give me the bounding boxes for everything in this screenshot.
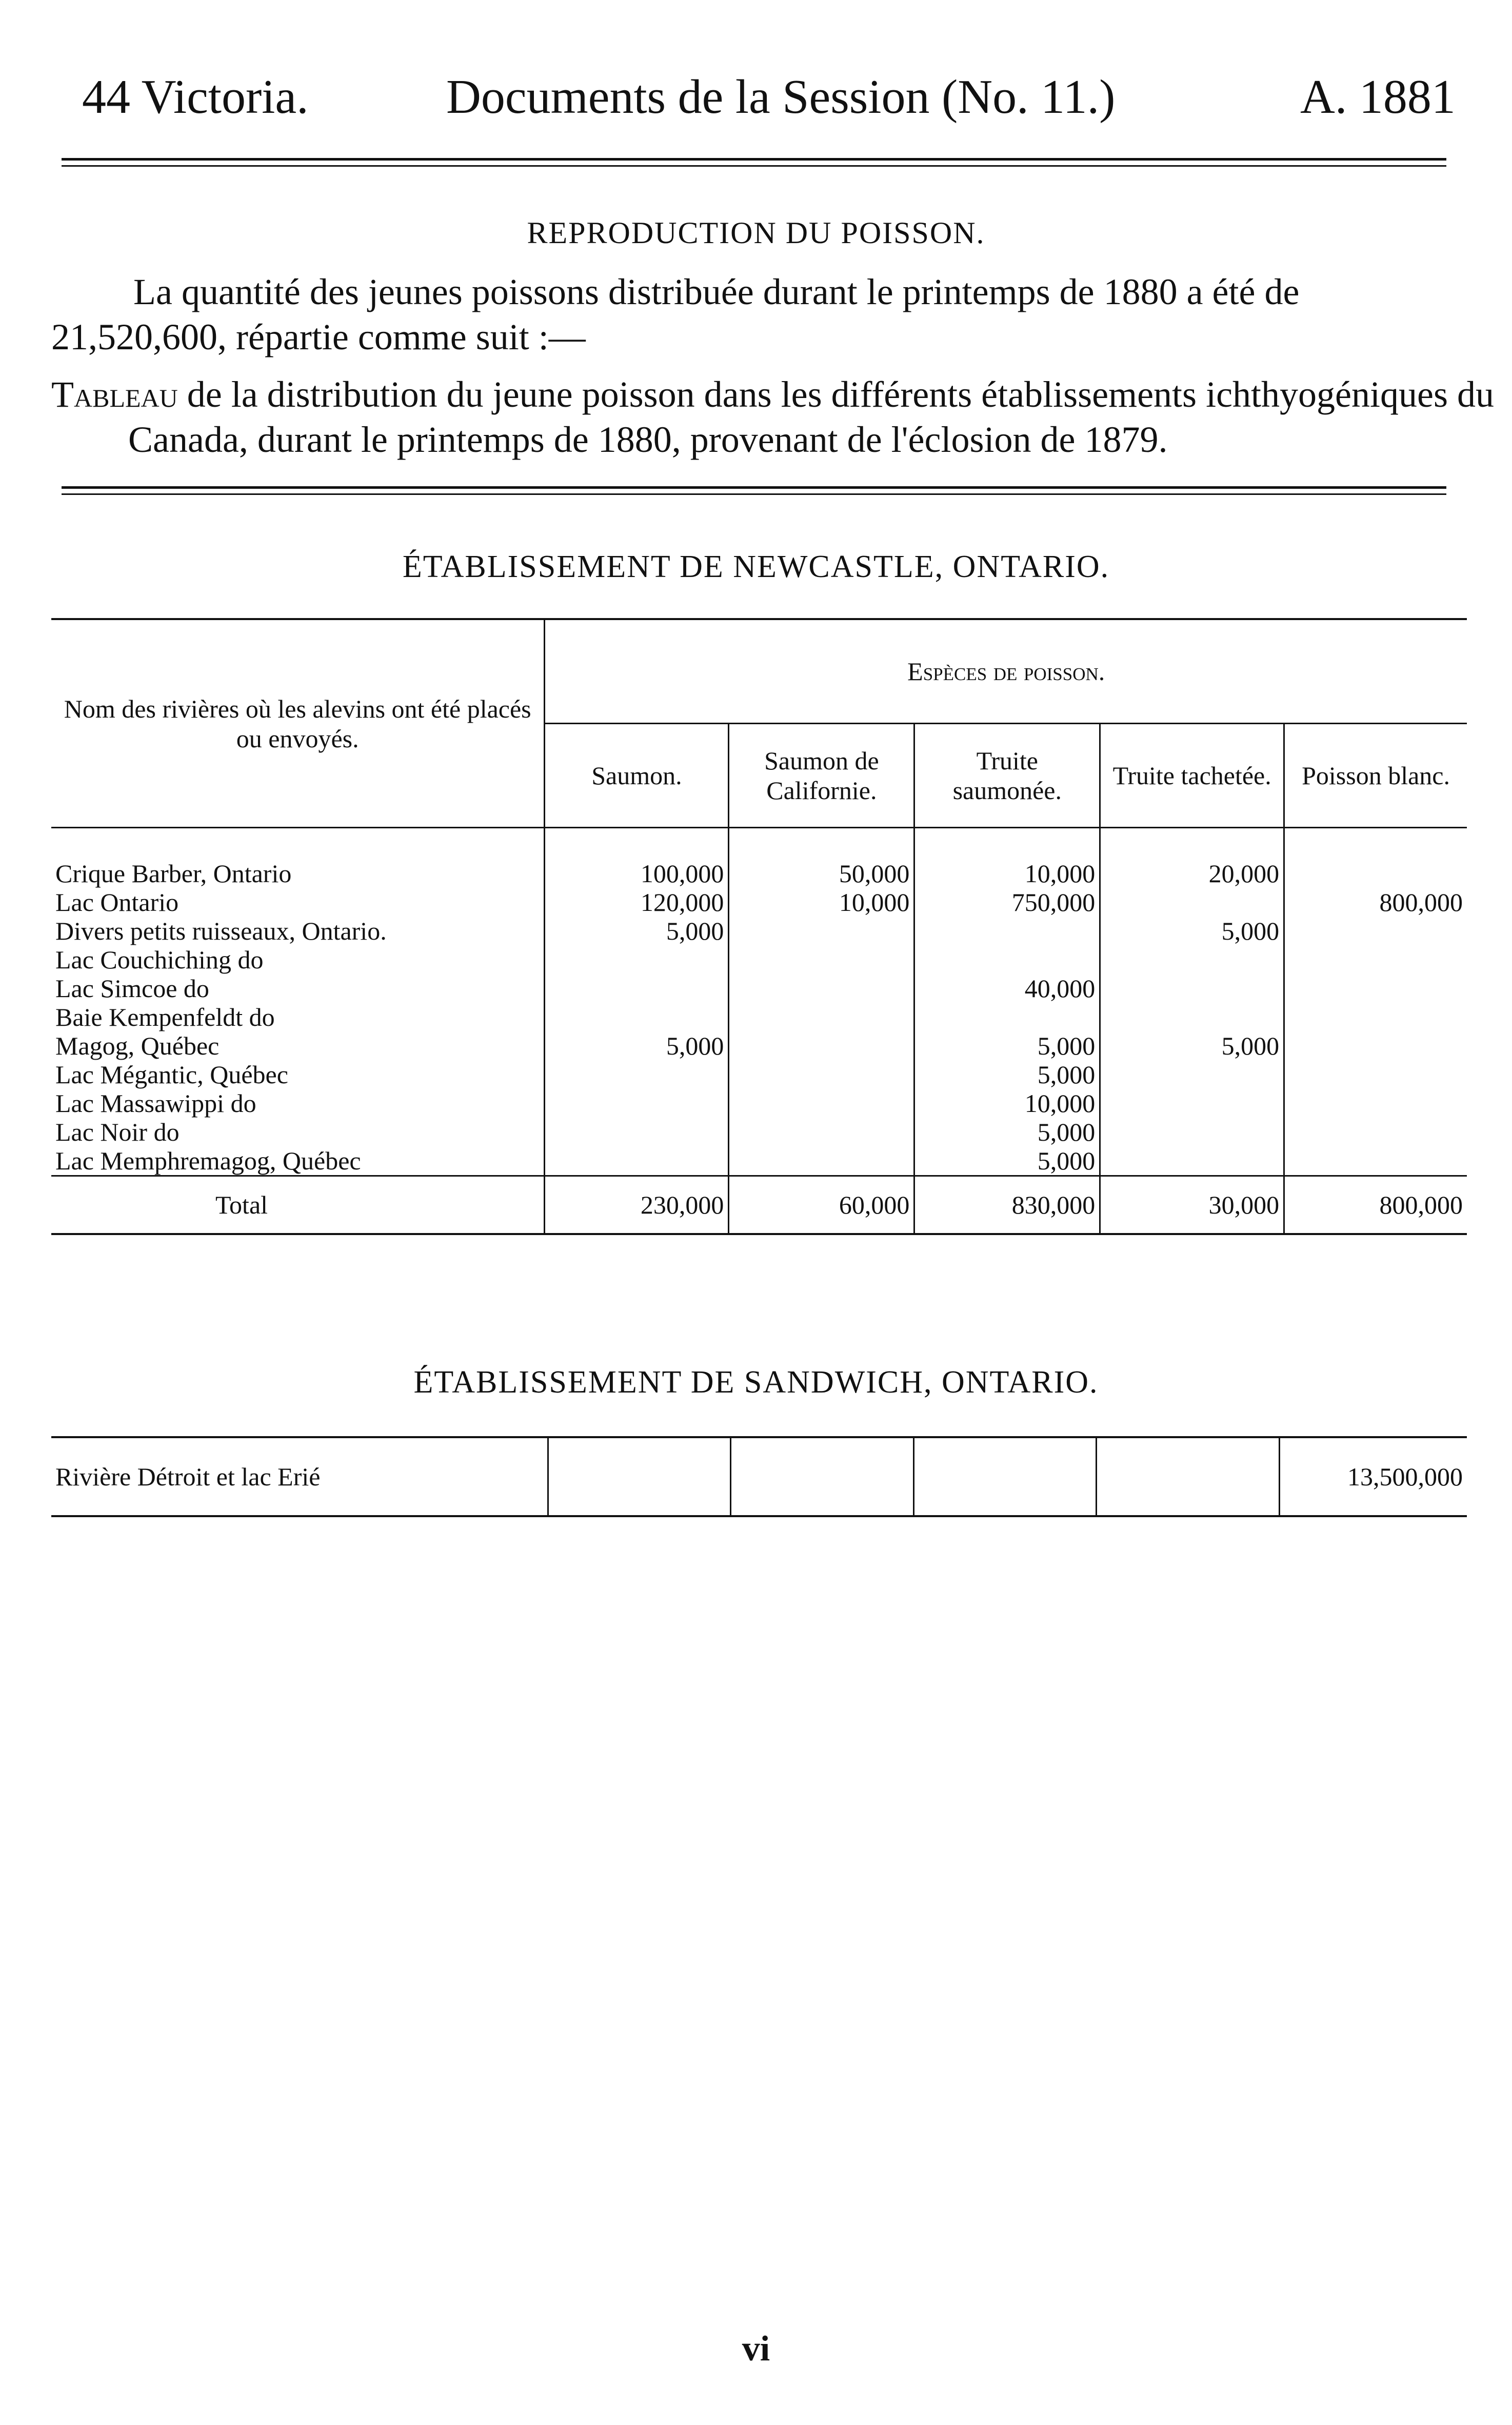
cell: [731, 1437, 914, 1516]
cell: [1284, 1089, 1467, 1118]
cell: [545, 1146, 729, 1176]
cell: 800,000: [1284, 888, 1467, 917]
cell: [545, 1118, 729, 1146]
table-row: [51, 1060, 1467, 1089]
cell: [1284, 1146, 1467, 1176]
cell: [1100, 974, 1284, 1003]
cell: [729, 1118, 914, 1146]
cell: [1284, 945, 1467, 974]
table-caption-text: de la distribution du jeune poisson dans les différents établissements ichthyogéniques du Canada, durant le printemps de 1880, provenant de l'éclosion de 1879.: [128, 374, 1494, 460]
cell: [729, 1089, 914, 1118]
cell: 10,000: [729, 888, 914, 917]
newcastle-title: ÉTABLISSEMENT DE NEWCASTLE, ONTARIO.: [402, 549, 1110, 584]
cell: 100,000: [545, 859, 729, 888]
cell: 50,000: [729, 859, 914, 888]
total-cell: 830,000: [914, 1176, 1100, 1235]
cell: [1100, 1003, 1284, 1031]
cell: [1284, 1118, 1467, 1146]
cell: 5,000: [914, 1118, 1100, 1146]
total-cell: 60,000: [729, 1176, 914, 1235]
row-name: Divers petits ruisseaux, Ontario.: [55, 917, 387, 945]
sandwich-title: ÉTABLISSEMENT DE SANDWICH, ONTARIO.: [413, 1365, 1099, 1400]
cell: 5,000: [545, 1031, 729, 1060]
cell: [729, 1146, 914, 1176]
col-truite-tachetee: Truite tachetée.: [1100, 724, 1284, 828]
row-name: Lac Noir do: [55, 1118, 180, 1146]
cell: 5,000: [914, 1146, 1100, 1176]
cell: [1097, 1437, 1280, 1516]
name-header: Nom des rivières où les alevins ont été placés ou envoyés.: [64, 694, 531, 753]
table-row: [51, 1146, 1467, 1176]
cell: 20,000: [1100, 859, 1284, 888]
caption-rule-2: [62, 493, 1446, 495]
intro-paragraph: La quantité des jeunes poissons distribuée durant le printemps de 1880 a été de 21,520,600, répartie comme suit :—: [51, 271, 1300, 357]
total-row: [51, 1176, 1467, 1235]
table-row: [51, 974, 1467, 1003]
cell: [1100, 1118, 1284, 1146]
species-header-row: [51, 619, 1467, 724]
header-right: A. 1881: [1300, 70, 1456, 124]
cell: [729, 917, 914, 945]
header-rule: [62, 158, 1446, 161]
table-row: [51, 1118, 1467, 1146]
table-row: [51, 1003, 1467, 1031]
cell: [729, 974, 914, 1003]
cell: [729, 1031, 914, 1060]
cell: [1284, 1003, 1467, 1031]
cell: [548, 1437, 731, 1516]
cell: [1284, 1031, 1467, 1060]
cell: 5,000: [914, 1060, 1100, 1089]
row-name: Lac Ontario: [55, 888, 179, 917]
cell: [545, 945, 729, 974]
cell: [1284, 917, 1467, 945]
cell: [1284, 1060, 1467, 1089]
table-row: [51, 888, 1467, 917]
header-center: Documents de la Session (No. 11.): [446, 70, 1116, 124]
cell: [1100, 945, 1284, 974]
cell: [914, 945, 1100, 974]
row-name: Lac Simcoe do: [55, 974, 209, 1003]
cell: [1100, 1089, 1284, 1118]
total-cell: 800,000: [1284, 1176, 1467, 1235]
cell: 5,000: [914, 1031, 1100, 1060]
page-number: vi: [742, 2329, 770, 2369]
header-left: 44 Victoria.: [82, 70, 309, 124]
col-saumon-californie: Saumon de Californie.: [729, 724, 914, 828]
table-row: [51, 1437, 1467, 1516]
cell: [914, 917, 1100, 945]
col-truite-saumonee: Truite saumonée.: [914, 724, 1100, 828]
cell: [1284, 974, 1467, 1003]
row-name: Baie Kempenfeldt do: [55, 1003, 275, 1031]
table-row: [51, 1089, 1467, 1118]
table-row: [51, 917, 1467, 945]
table-row: [51, 945, 1467, 974]
row-name: Lac Massawippi do: [55, 1089, 256, 1118]
caption-rule: [62, 486, 1446, 489]
cell: [1100, 1146, 1284, 1176]
species-header: Espèces de poisson.: [545, 619, 1467, 724]
col-poisson-blanc: Poisson blanc.: [1284, 724, 1467, 828]
total-label: Total: [215, 1190, 268, 1219]
cell: [913, 1437, 1097, 1516]
total-cell: 230,000: [545, 1176, 729, 1235]
row-name: Magog, Québec: [55, 1031, 220, 1060]
cell: [729, 1003, 914, 1031]
cell: [729, 1060, 914, 1089]
header-rule-2: [62, 165, 1446, 167]
cell: 10,000: [914, 1089, 1100, 1118]
cell: 13,500,000: [1279, 1437, 1467, 1516]
row-name: Rivière Détroit et lac Erié: [55, 1462, 321, 1491]
cell: [729, 945, 914, 974]
cell: [914, 1003, 1100, 1031]
cell: [545, 1060, 729, 1089]
cell: [1284, 859, 1467, 888]
table-caption-lead: Tableau: [51, 374, 178, 415]
table-row: [51, 859, 1467, 888]
sandwich-table: [51, 1436, 1467, 1517]
cell: 40,000: [914, 974, 1100, 1003]
cell: 5,000: [545, 917, 729, 945]
row-name: Lac Mégantic, Québec: [55, 1060, 288, 1089]
section-title: REPRODUCTION DU POISSON.: [527, 216, 985, 250]
cell: [545, 1003, 729, 1031]
cell: [545, 1089, 729, 1118]
cell: 10,000: [914, 859, 1100, 888]
total-cell: 30,000: [1100, 1176, 1284, 1235]
newcastle-table: [51, 618, 1467, 1235]
cell: [1100, 888, 1284, 917]
row-name: Lac Memphremagog, Québec: [55, 1146, 361, 1175]
row-name: Crique Barber, Ontario: [55, 859, 292, 888]
cell: 5,000: [1100, 1031, 1284, 1060]
cell: 120,000: [545, 888, 729, 917]
row-name: Lac Couchiching do: [55, 945, 264, 974]
table-caption: [51, 372, 1512, 462]
table-row: [51, 1031, 1467, 1060]
cell: 5,000: [1100, 917, 1284, 945]
col-saumon: Saumon.: [545, 724, 729, 828]
cell: 750,000: [914, 888, 1100, 917]
cell: [1100, 1060, 1284, 1089]
cell: [545, 974, 729, 1003]
